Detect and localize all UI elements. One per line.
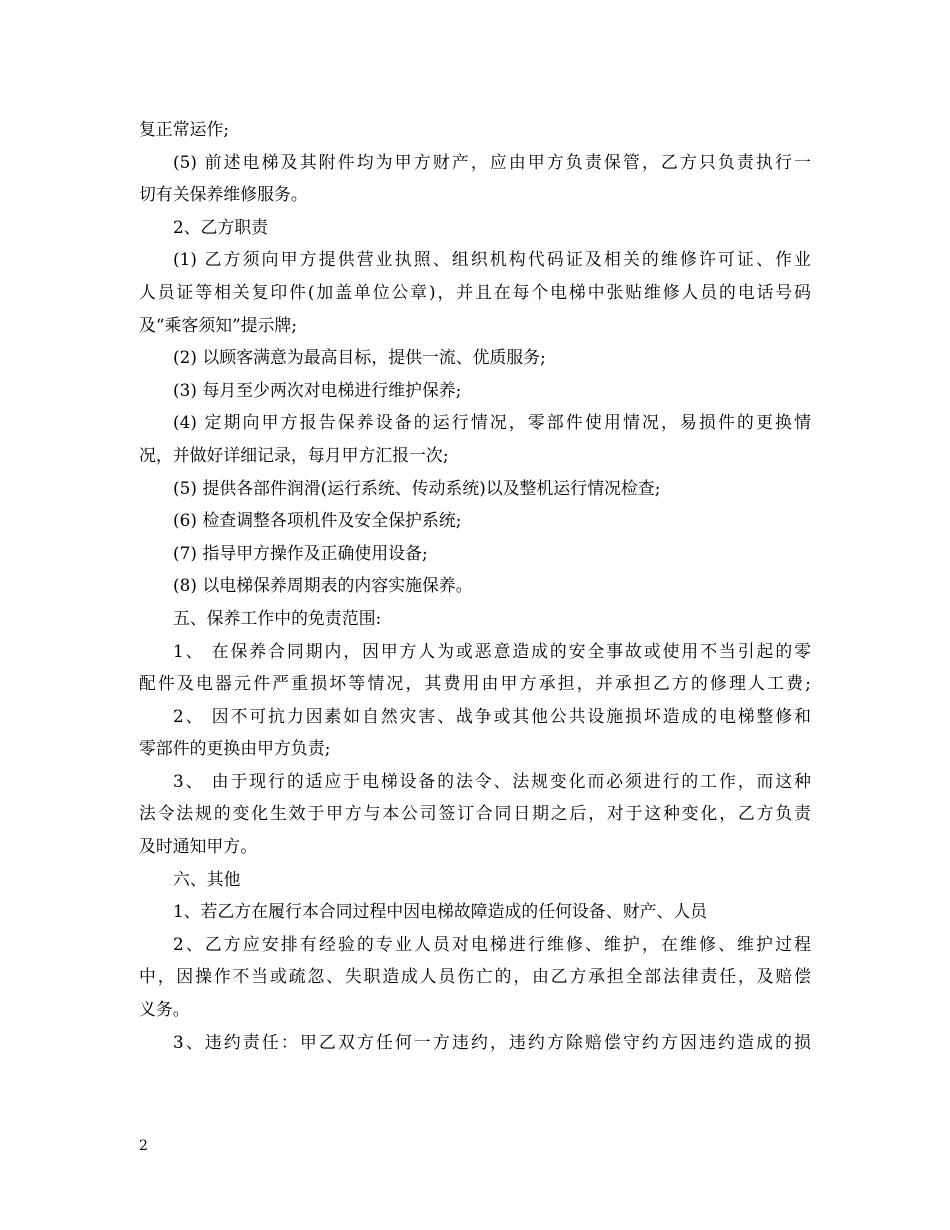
text-line: 2、 因不可抗力因素如自然灾害、战争或其他公共设施损坏造成的电梯整修和	[173, 705, 811, 726]
text-line: 人员证等相关复印件(加盖单位公章)，并且在每个电梯中张贴维修人员的电话号码	[139, 281, 811, 302]
text-line: 六、其他	[173, 868, 241, 889]
text-line: 法令法规的变化生效于甲方与本公司签订合同日期之后，对于这种变化，乙方负责	[139, 803, 811, 824]
text-line: (7) 指导甲方操作及正确使用设备;	[173, 542, 428, 563]
text-line: (5) 提供各部件润滑(运行系统、传动系统)以及整机运行情况检查;	[173, 477, 661, 498]
text-line: 零部件的更换由甲方负责;	[139, 738, 331, 759]
text-line: 义务。	[139, 999, 190, 1020]
text-line: 2、乙方应安排有经验的专业人员对电梯进行维修、维护，在维修、维护过程	[173, 933, 811, 954]
text-line: 1、若乙方在履行本合同过程中因电梯故障造成的任何设备、财产、人员	[173, 901, 708, 922]
text-line: 及时通知甲方。	[139, 836, 258, 857]
text-line: (3) 每月至少两次对电梯进行维护保养;	[173, 379, 462, 400]
document-body	[139, 113, 811, 1058]
page-number: 2	[139, 1138, 148, 1154]
text-line: 配件及电器元件严重损坏等情况，其费用由甲方承担，并承担乙方的修理人工费;	[139, 673, 811, 694]
text-line: 况，并做好详细记录，每月甲方汇报一次;	[139, 444, 449, 465]
text-line: 复正常运作;	[139, 119, 230, 139]
text-line: 中，因操作不当或疏忽、失职造成人员伤亡的，由乙方承担全部法律责任，及赔偿	[139, 966, 811, 987]
text-line: 1、 在保养合同期内，因甲方人为或恶意造成的安全事故或使用不当引起的零	[173, 640, 811, 661]
text-line: 切有关保养维修服务。	[139, 184, 308, 205]
text-line: (6) 检查调整各项机件及安全保护系统;	[173, 510, 462, 531]
text-line: 及“乘客须知”提示牌;	[139, 314, 298, 335]
text-line: (1) 乙方须向甲方提供营业执照、组织机构代码证及相关的维修许可证、作业	[173, 249, 811, 270]
text-line: (2) 以顾客满意为最高目标，提供一流、优质服务;	[173, 347, 546, 368]
text-line: 3、 由于现行的适应于电梯设备的法令、法规变化而必须进行的工作，而这种	[173, 770, 811, 791]
text-line: 3、违约责任：甲乙双方任何一方违约，违约方除赔偿守约方因违约造成的损	[173, 1031, 811, 1052]
text-line: (8) 以电梯保养周期表的内容实施保养。	[173, 575, 473, 596]
text-line: (5) 前述电梯及其附件均为甲方财产，应由甲方负责保管，乙方只负责执行一	[173, 151, 811, 172]
text-line: 2、乙方职责	[173, 216, 269, 237]
text-line: 五、保养工作中的免责范围:	[173, 607, 382, 628]
text-line: (4) 定期向甲方报告保养设备的运行情况，零部件使用情况，易损件的更换情	[173, 412, 811, 433]
